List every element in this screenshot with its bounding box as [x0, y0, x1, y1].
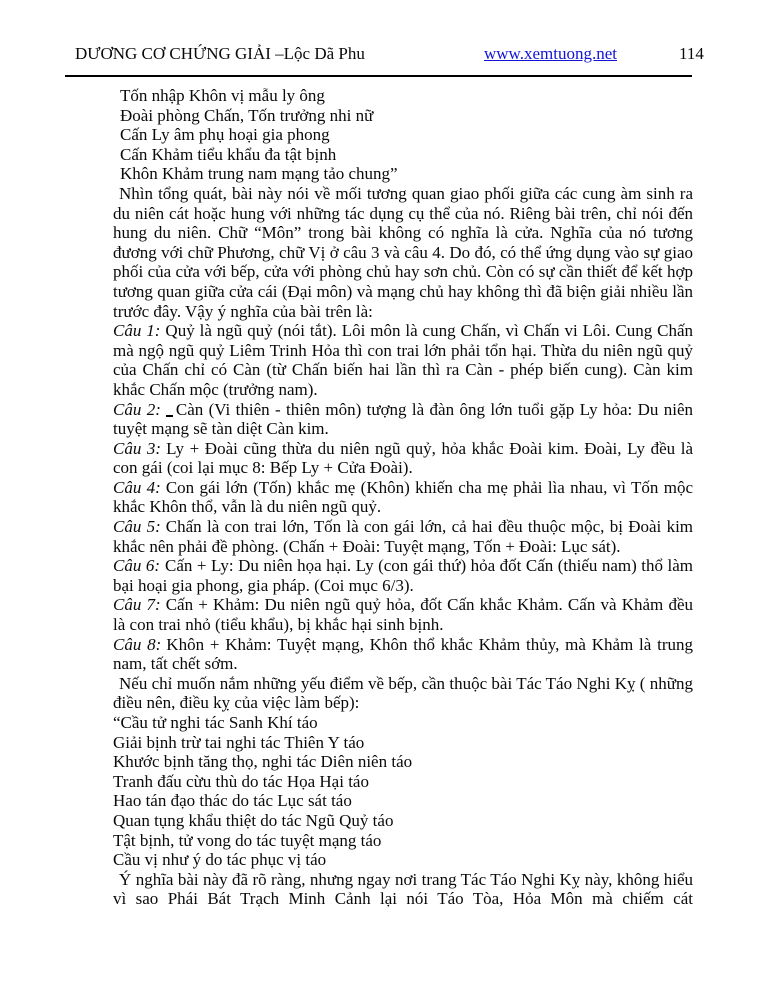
cau-label: Câu 6: — [113, 556, 160, 576]
cau-label: Câu 2: — [113, 399, 161, 419]
cau-paragraph-8 — [113, 635, 693, 674]
cau-text: Quỷ là ngũ quỷ (nói tắt). Lôi môn là cung Chấn, vì Chấn vi Lôi. Cung Chấn mà ngộ ngũ quỷ Liêm Trinh Hỏa thì con trai lớn phải tổn hại. Thừa du niên ngũ quỷ của Chấn chỉ có Càn (từ Chấn biến hai lần thì ra Càn - phép biến cung). Càn kim khắc Chấn mộc (trưởng nam). — [113, 321, 694, 399]
paragraph-tac-tao-intro: Nếu chỉ muốn nắm những yếu điểm về bếp, cần thuộc bài Tác Táo Nghi Kỵ ( những điều nên, điều kỵ của việc làm bếp): — [113, 673, 693, 713]
cau-label: Câu 4: — [113, 477, 161, 497]
poem-line: Quan tụng khẩu thiệt do tác Ngũ Quỷ táo — [113, 810, 394, 830]
page-number: 114 — [679, 44, 704, 63]
header-link[interactable]: www.xemtuong.net — [484, 44, 617, 63]
cau-paragraph-6 — [113, 556, 693, 595]
poem-line: “Cầu tử nghi tác Sanh Khí táo — [113, 713, 318, 732]
cau-paragraph-2 — [113, 400, 693, 439]
poem-men-song — [113, 86, 693, 184]
cau-label: Câu 3: — [113, 438, 162, 458]
poem-tac-tao-nghi-ky — [113, 713, 693, 870]
cau-text: Khôn + Khảm: Tuyệt mạng, Khôn thổ khắc Khảm thủy, mà Khảm là trung nam, tất chết sớm. — [113, 634, 693, 674]
cau-label: Câu 7: — [113, 595, 161, 615]
cau-paragraph-5 — [113, 517, 693, 556]
poem-line: Đoài phòng Chấn, Tốn trưởng nhi nữ — [120, 105, 374, 125]
header-title: DƯƠNG CƠ CHỨNG GIẢI –Lộc Dã Phu — [75, 44, 365, 63]
poem-line: Tranh đấu cừu thù do tác Họa Hại táo — [113, 771, 369, 791]
page-content — [113, 86, 693, 909]
cau-paragraph-4 — [113, 478, 693, 517]
cau-label: Câu 5: — [113, 517, 161, 537]
cau-text: Ly + Đoài cũng thừa du niên ngũ quỷ, hỏa khắc Đoài kim. Đoài, Ly đều là con gái (coi lại mục 8: Bếp Ly + Cửa Đoài). — [113, 438, 694, 478]
cau-text: Cấn + Khảm: Du niên ngũ quỷ hỏa, đốt Cấn khắc Khảm. Cấn và Khảm đều là con trai nhỏ (tiểu khẩu), bị khắc hại sinh bịnh. — [113, 595, 693, 635]
poem-line: Tật bịnh, tử vong do tác tuyệt mạng táo — [113, 830, 382, 850]
cau-text: Con gái lớn (Tốn) khắc mẹ (Khôn) khiến cha mẹ phải lìa nhau, vì Tốn mộc khắc Khôn thổ, vẫn là du niên ngũ quỷ. — [113, 477, 693, 517]
cau-label: Câu 1: — [113, 321, 161, 341]
poem-line: Giải bịnh trừ tai nghi tác Thiên Y táo — [113, 732, 365, 752]
paragraph-overview: Nhìn tổng quát, bài này nói về mối tương quan giao phối giữa các cung àm sinh ra du niên cát hoặc hung với những tác dụng cụ thể của nó. Riêng bài trên, chỉ nói đến hung du niên. Chữ “Môn” trong bài không có nghĩa là cửa. Nghĩa của nó tương đương với chữ Phương, chữ Vị ở câu 3 và câu 4. Do đó, có thể ứng dụng vào sự giao phối của cửa với bếp, cửa với phòng chủ hay sơn chủ. Còn có sự cần thiết để kết hợp tương quan giữa cửa cái (Đại môn) và mạng chủ hay không thì đã biện giải nhiều lần trước đây. Vậy ý nghĩa của bài trên là: — [113, 183, 693, 321]
cau-text: Cấn + Ly: Du niên họa hại. Ly (con gái thứ) hỏa đốt Cấn (thiếu nam) thổ làm bại hoại gia phong, gia pháp. (Coi mục 6/3). — [113, 556, 693, 595]
cau-paragraph-7 — [113, 595, 693, 634]
poem-line: Khước bịnh tăng thọ, nghi tác Diên niên táo — [113, 752, 413, 772]
poem-line: Hao tán đạo thác do tác Lục sát táo — [113, 791, 352, 811]
cau-paragraph-1 — [113, 321, 693, 399]
paragraph-closing: Ý nghĩa bài này đã rõ ràng, nhưng ngay nơi trang Tác Táo Nghi Kỵ này, không hiểu vì sao Phái Bát Trạch Minh Cảnh lại nói Táo Tòa, Hỏa Môn mà chiếm cát — [113, 869, 693, 909]
poem-line: Cấn Ly âm phụ hoại gia phong — [120, 125, 330, 145]
header-divider — [65, 75, 692, 77]
cau-label: Câu 8: — [113, 634, 162, 654]
underline-artifact — [166, 415, 173, 417]
poem-line: Cấn Khảm tiểu khẩu đa tật bịnh — [120, 144, 337, 164]
poem-line: Cầu vị như ý do tác phục vị táo — [113, 850, 327, 870]
poem-line: Khôn Khảm trung nam mạng tảo chung” — [120, 164, 398, 184]
cau-paragraph-3 — [113, 439, 693, 478]
cau-text: Chấn là con trai lớn, Tốn là con gái lớn, cả hai đều thuộc mộc, bị Đoài kim khắc nên phải đề phòng. (Chấn + Đoài: Tuyệt mạng, Tốn + Đoài: Lục sát). — [113, 517, 694, 556]
poem-line: Tốn nhập Khôn vị mẫu ly ông — [120, 86, 325, 105]
cau-text: Càn (Vi thiên - thiên môn) tượng là đàn ông lớn tuổi gặp Ly hỏa: Du niên tuyệt mạng sẽ tàn diệt Càn kim. — [113, 399, 694, 439]
